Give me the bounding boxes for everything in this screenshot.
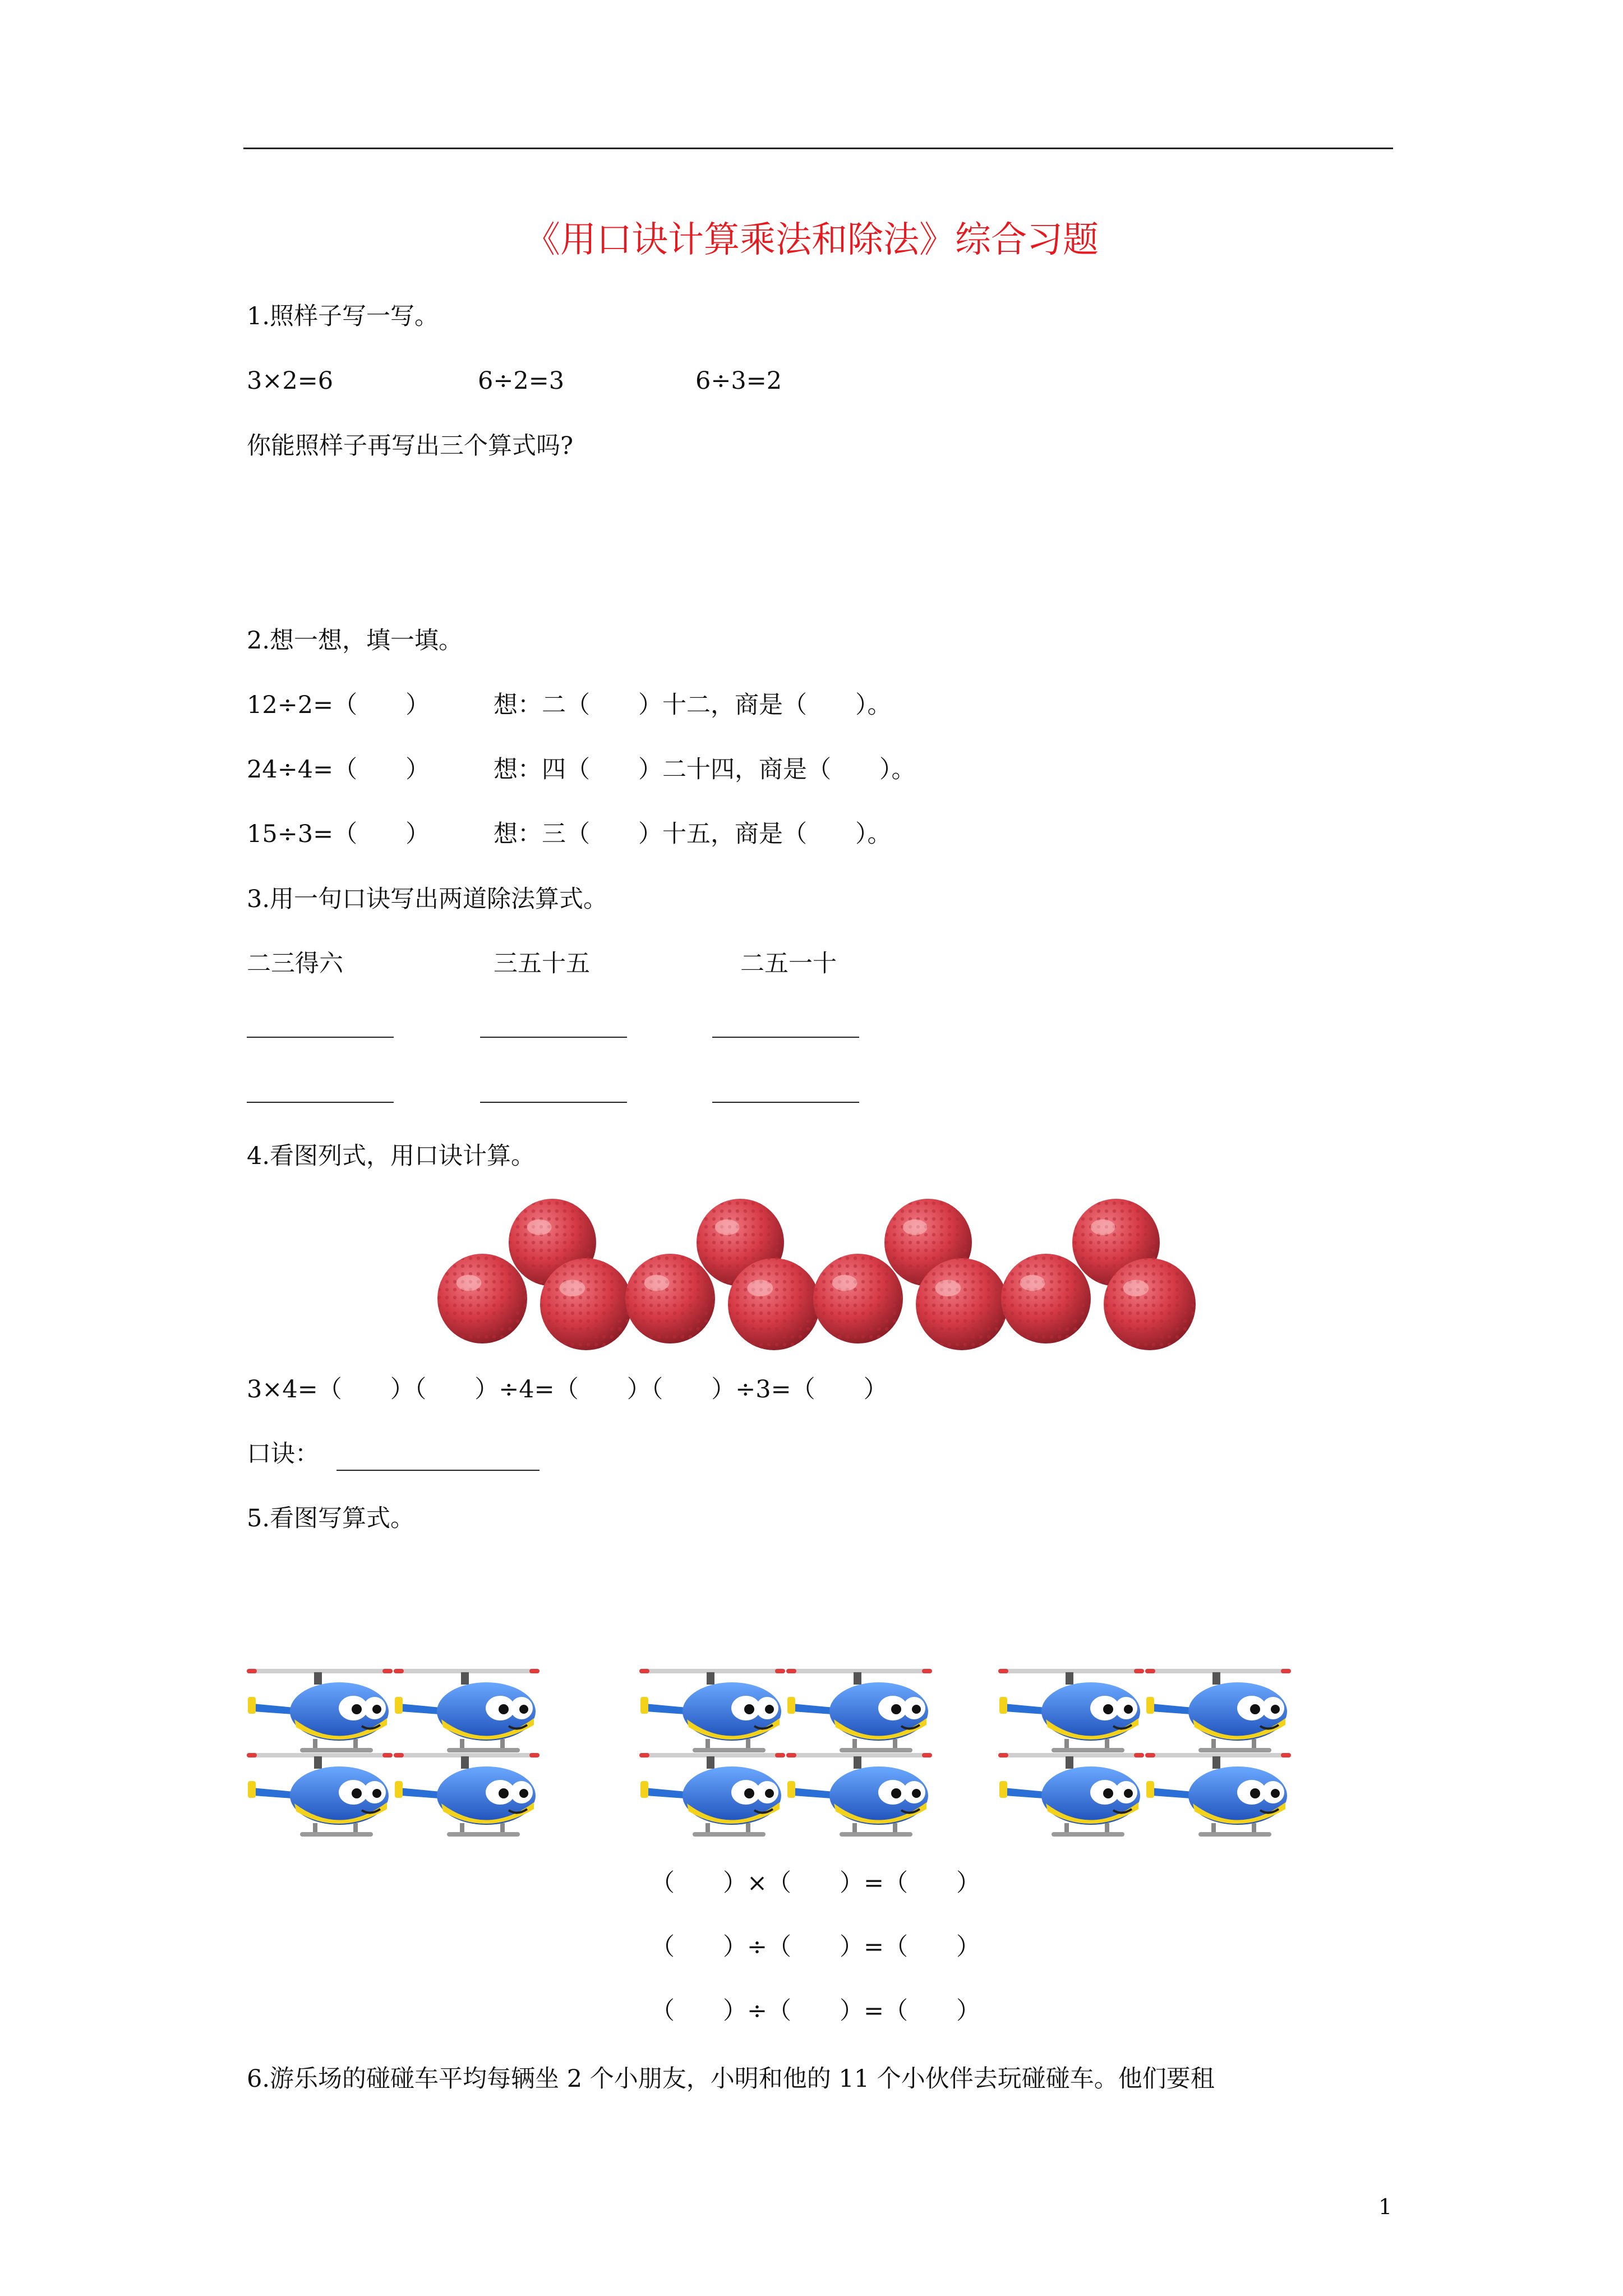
q3-heading: 3.用一句口诀写出两道除法算式。	[247, 885, 608, 913]
helicopter	[639, 1753, 785, 1837]
lychee-group	[437, 1199, 632, 1350]
lychee	[1001, 1254, 1091, 1343]
q5-heading: 5.看图写算式。	[247, 1504, 415, 1533]
helicopter	[247, 1669, 393, 1752]
q5-equation-1: （ ）×（ ）=（ ）	[651, 1869, 981, 1897]
helicopter-group	[247, 1669, 540, 1837]
q4-koujue-blank[interactable]	[336, 1470, 540, 1471]
q3-phrase-1: 二三得六	[247, 950, 343, 978]
q3-phrase-3: 二五一十	[740, 950, 837, 978]
q3-answer-blank[interactable]	[712, 1102, 859, 1103]
lychee	[1104, 1258, 1196, 1350]
page-title: 《用口诀计算乘法和除法》综合习题	[524, 219, 1099, 261]
page-number: 1	[1378, 2194, 1393, 2219]
q2-expr-2: 24÷4=（ ）	[247, 756, 430, 784]
q5-equation-3: （ ）÷（ ）=（ ）	[651, 1997, 981, 2025]
q3-answer-blank[interactable]	[480, 1037, 627, 1038]
q1-prompt: 你能照样子再写出三个算式吗?	[247, 432, 574, 460]
q3-phrase-2: 三五十五	[494, 950, 590, 978]
helicopter	[786, 1669, 932, 1752]
q2-heading: 2.想一想，填一填。	[247, 627, 463, 655]
lychee-group	[1001, 1199, 1196, 1350]
lychee	[437, 1254, 527, 1343]
helicopter	[394, 1669, 540, 1752]
lychee	[813, 1254, 903, 1343]
helicopter	[786, 1753, 932, 1837]
q1-example-1: 3×2=6	[247, 367, 334, 395]
q3-answer-blank[interactable]	[247, 1102, 394, 1103]
q6-text: 6.游乐场的碰碰车平均每辆坐 2 个小朋友，小明和他的 11 个小伙伴去玩碰碰车。他们要租	[247, 2065, 1215, 2093]
q1-example-2: 6÷2=3	[478, 367, 565, 395]
lychee	[540, 1258, 632, 1350]
lychee-picture	[443, 1184, 1200, 1352]
q4-equation: 3×4=（ ）（ ）÷4=（ ）（ ）÷3=（ ）	[247, 1375, 888, 1404]
header-rule	[243, 148, 1393, 149]
q5-equation-2: （ ）÷（ ）=（ ）	[651, 1933, 981, 1961]
q1-heading: 1.照样子写一写。	[247, 302, 439, 330]
lychee	[728, 1258, 820, 1350]
q2-expr-1: 12÷2=（ ）	[247, 691, 430, 719]
helicopter	[1145, 1669, 1291, 1752]
lychee	[916, 1258, 1008, 1350]
q2-expr-3: 15÷3=（ ）	[247, 820, 430, 848]
q3-answer-blank[interactable]	[247, 1037, 394, 1038]
lychee	[625, 1254, 715, 1343]
helicopter	[394, 1753, 540, 1837]
helicopter-picture	[247, 1669, 1312, 1854]
helicopter	[998, 1753, 1144, 1837]
lychee-group	[813, 1199, 1008, 1350]
helicopter-group	[639, 1669, 932, 1837]
q3-answer-blank[interactable]	[480, 1102, 627, 1103]
helicopter	[998, 1669, 1144, 1752]
helicopter	[1145, 1753, 1291, 1837]
helicopter	[639, 1669, 785, 1752]
q2-think-2: 想：四（ ）二十四，商是（ ）。	[494, 756, 916, 784]
lychee-group	[625, 1199, 820, 1350]
q1-example-3: 6÷3=2	[695, 367, 782, 395]
helicopter	[247, 1753, 393, 1837]
q4-koujue-label: 口诀：	[247, 1440, 319, 1468]
helicopter-group	[998, 1669, 1291, 1837]
q4-heading: 4.看图列式，用口诀计算。	[247, 1142, 536, 1170]
q2-think-3: 想：三（ ）十五，商是（ ）。	[494, 820, 892, 848]
q2-think-1: 想：二（ ）十二，商是（ ）。	[494, 691, 892, 719]
q3-answer-blank[interactable]	[712, 1037, 859, 1038]
